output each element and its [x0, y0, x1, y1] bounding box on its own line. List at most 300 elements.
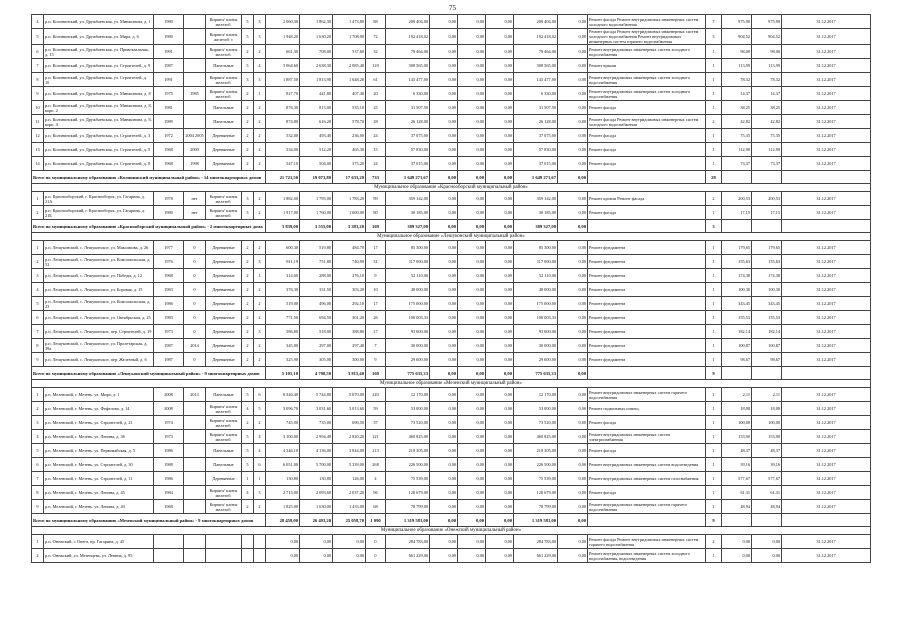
row-number: 1 — [32, 535, 44, 549]
work-types: Ремонт внутридомовых инженерных систем водоотведения — [588, 458, 706, 472]
row-number: 4 — [32, 15, 44, 29]
total-area: 600,30 — [266, 241, 300, 255]
total-blank-1 — [722, 367, 752, 380]
year-built: 1976 — [154, 255, 184, 269]
cost-federal: 0,00 — [430, 430, 458, 444]
year-last-repair — [184, 59, 206, 73]
house-address: р.п. Колпнинский, ул. Дружбаевская, ул. Минжинова, д. 8 — [44, 87, 154, 101]
cost-other: 0,00 — [558, 325, 588, 339]
residential-area: 537,60 — [333, 45, 366, 59]
floors-count: 2 — [242, 325, 254, 339]
cost-local: 0,00 — [486, 311, 514, 325]
cost-total: 284 783,00 — [386, 535, 430, 549]
cost-owners-sum: 389 327,00 — [514, 220, 558, 233]
cost-local: 0,00 — [486, 129, 514, 143]
cost-regional: 0,00 — [458, 129, 486, 143]
residents-sum: 733 — [366, 171, 386, 184]
cost-other: 0,00 — [558, 472, 588, 486]
work-types: Ремонт фундамента — [588, 269, 706, 283]
work-count: 1 — [706, 241, 722, 255]
residents-count: 31 — [366, 255, 386, 269]
wall-material: Кирпич/ плиты железоб. — [206, 206, 242, 220]
house-address: р.п. Мезенский, г. Мезень, ул. Строителей, д. 21 — [44, 416, 154, 430]
table-row — [32, 311, 871, 325]
total-label: Всего по муниципальному образованию «Лешуконский муниципальный район» - 9 многоквартирных домов — [32, 367, 266, 380]
cost-owners: 175 000,00 — [514, 297, 558, 311]
completion-date: 31.12.2017 — [782, 388, 871, 402]
cost-other: 0,00 — [558, 500, 588, 514]
house-address: р.п. Краснооборский, г. Краснооборск, ул. Гагарина, д. 21Б — [44, 206, 154, 220]
completion-date: 31.12.2017 — [782, 297, 871, 311]
cost-local-sum: 0,00 — [486, 171, 514, 184]
residential-area-sum: 3 815,40 — [333, 367, 366, 380]
section-title: Муниципальное образование «Краснооборский муниципальный район» — [32, 184, 871, 192]
cost-regional-sum: 0,00 — [458, 171, 486, 184]
work-count: 1 — [706, 444, 722, 458]
cost-other: 0,00 — [558, 143, 588, 157]
row-number: 5 — [32, 29, 44, 45]
table-row — [32, 59, 871, 73]
house-address: р.п. Лешуконский, с. Лешуконское, ул. Октябрьская, д. 25 — [44, 311, 154, 325]
cost-local: 0,00 — [486, 535, 514, 549]
house-address: р.п. Мезенский, г. Мезень, ул. Ленина, д. 45 — [44, 486, 154, 500]
cost-total: 75 539,00 — [386, 472, 430, 486]
unit-cost-limit: 98,00 — [752, 45, 782, 59]
cost-local-sum: 0,00 — [486, 220, 514, 233]
unit-cost-limit: 78,32 — [752, 73, 782, 87]
cost-total: 31 507,50 — [386, 101, 430, 115]
wall-material: Деревянные — [206, 339, 242, 353]
wall-material: Кирпич/ плиты железоб. — [206, 192, 242, 206]
year-last-repair — [184, 430, 206, 444]
floors-count: 5 — [242, 15, 254, 29]
unit-cost-limit: 182,14 — [752, 325, 782, 339]
cost-regional: 0,00 — [458, 59, 486, 73]
cost-local: 0,00 — [486, 269, 514, 283]
floors-count: 2 — [242, 297, 254, 311]
residents-count: 0 — [366, 549, 386, 563]
unit-cost: 0,00 — [722, 549, 752, 563]
total-area: 827,70 — [266, 87, 300, 101]
completion-date: 31.12.2017 — [782, 535, 871, 549]
row-number: 1 — [32, 241, 44, 255]
row-number: 2 — [32, 549, 44, 563]
cost-local: 0,00 — [486, 59, 514, 73]
floors-count: 5 — [242, 444, 254, 458]
table-row — [32, 87, 871, 101]
wall-material: Панельные — [206, 388, 242, 402]
year-last-repair: 0 — [184, 255, 206, 269]
cost-owners: 661 229,00 — [514, 549, 558, 563]
unit-cost: 100,00 — [722, 416, 752, 430]
entrances-count: 2 — [254, 157, 266, 171]
total-area: 661,30 — [266, 45, 300, 59]
year-built: 1977 — [154, 241, 184, 255]
total-area: 2 060,30 — [266, 15, 300, 29]
house-address: р.п. Краснооборский, г. Краснооборск, ул. Гагарина, д. 21А — [44, 192, 154, 206]
year-last-repair — [184, 416, 206, 430]
cost-local: 0,00 — [486, 143, 514, 157]
cost-federal: 0,00 — [430, 549, 458, 563]
premises-area: 331,50 — [300, 283, 333, 297]
entrances-count: 2 — [254, 192, 266, 206]
floors-count: 5 — [242, 430, 254, 444]
year-built: 1987 — [154, 339, 184, 353]
year-last-repair: 0 — [184, 241, 206, 255]
premises-area: 496,00 — [300, 297, 333, 311]
unit-cost: 904,52 — [722, 29, 752, 45]
work-types: Ремонт фасада Ремонт внутридомовых инженерных систем горячего водоснабжения — [588, 535, 706, 549]
residential-area: 1 600,00 — [333, 206, 366, 220]
wall-material: Кирпич/ плиты железоб. — [206, 430, 242, 444]
year-last-repair — [184, 101, 206, 115]
house-address: р.п. Мезенский, г. Мезень, ул. Первомайская, д. 5 — [44, 444, 154, 458]
work-types: Ремонт фундамента — [588, 353, 706, 367]
table-row — [32, 129, 871, 143]
residential-area: 300,00 — [333, 353, 366, 367]
entrances-count: 2 — [254, 283, 266, 297]
total-blank-2 — [752, 220, 782, 233]
work-types: Ремонт внутридомовых инженерных систем холодного водоснабжения, водоотведения — [588, 549, 706, 563]
work-count: 2 — [706, 115, 722, 129]
total-area: 519,00 — [266, 297, 300, 311]
unit-cost-limit: 17,15 — [752, 206, 782, 220]
cost-local: 0,00 — [486, 45, 514, 59]
year-last-repair: 0 — [184, 353, 206, 367]
cost-federal-sum: 0,00 — [430, 171, 458, 184]
year-built: 1980 — [154, 206, 184, 220]
year-built: 1974 — [154, 416, 184, 430]
entrances-count: 1 — [254, 472, 266, 486]
unit-cost: 112,90 — [722, 143, 752, 157]
work-types: Ремонт внутридомовых инженерных систем холодного водоснабжения — [588, 87, 706, 101]
unit-cost-limit: 113,99 — [752, 59, 782, 73]
cost-federal: 0,00 — [430, 15, 458, 29]
unit-cost: 200,53 — [722, 192, 752, 206]
floors-count: 5 — [242, 388, 254, 402]
wall-material: Панельные — [206, 444, 242, 458]
total-work-blank — [588, 367, 706, 380]
year-built: 1988 — [154, 458, 184, 472]
cost-local: 0,00 — [486, 255, 514, 269]
premises-area: 519,80 — [300, 241, 333, 255]
total-area-sum: 28 458,00 — [266, 514, 300, 527]
total-blank-3 — [782, 171, 871, 184]
residents-count: 17 — [366, 297, 386, 311]
cost-owners: 284 783,00 — [514, 535, 558, 549]
cost-total: 40 000,00 — [386, 283, 430, 297]
unit-cost-limit: 18,08 — [752, 402, 782, 416]
premises-area: 5 744,80 — [300, 388, 333, 402]
cost-other: 0,00 — [558, 416, 588, 430]
cost-other: 0,00 — [558, 87, 588, 101]
total-area: 771,50 — [266, 311, 300, 325]
residential-area: 0,00 — [333, 535, 366, 549]
residents-count: 0 — [366, 535, 386, 549]
cost-other-sum: 0,00 — [558, 514, 588, 527]
cost-total: 52 110,00 — [386, 269, 430, 283]
premises-area: 1 813,90 — [300, 73, 333, 87]
work-count-sum: 3 — [706, 220, 722, 233]
entrances-count: 1 — [254, 87, 266, 101]
floors-count: 2 — [242, 87, 254, 101]
cost-owners: 117 000,00 — [514, 255, 558, 269]
completion-date: 31.12.2017 — [782, 241, 871, 255]
work-count: 1 — [706, 87, 722, 101]
work-types: Ремонт фундамента — [588, 339, 706, 353]
completion-date: 31.12.2017 — [782, 430, 871, 444]
residential-area: 1 783,20 — [333, 192, 366, 206]
wall-material: Кирпич/ плиты железоб. — [206, 87, 242, 101]
unit-cost: 0,00 — [722, 535, 752, 549]
cost-federal: 0,00 — [430, 45, 458, 59]
floors-count: 2 — [242, 241, 254, 255]
cost-owners: 6 330,00 — [514, 87, 558, 101]
residential-area-sum: 17 633,20 — [333, 171, 366, 184]
cost-owners: 37 075,00 — [514, 129, 558, 143]
house-address: р.п. Мезенский, г. Мезень, ул. Фефелова, д. 14 — [44, 402, 154, 416]
cost-other: 0,00 — [558, 157, 588, 171]
cost-owners: 57 830,00 — [514, 143, 558, 157]
cost-federal: 0,00 — [430, 59, 458, 73]
cost-local: 0,00 — [486, 486, 514, 500]
completion-date: 31.12.2017 — [782, 45, 871, 59]
work-types: Ремонт фундамента — [588, 297, 706, 311]
table-row — [32, 388, 871, 402]
cost-total: 37 075,00 — [386, 129, 430, 143]
cost-federal: 0,00 — [430, 297, 458, 311]
year-built: 1987 — [154, 59, 184, 73]
wall-material: Панельные — [206, 115, 242, 129]
year-last-repair: 0 — [184, 311, 206, 325]
cost-other: 0,00 — [558, 269, 588, 283]
cost-owners: 30 000,00 — [514, 339, 558, 353]
cost-other: 0,00 — [558, 535, 588, 549]
cost-owners-sum: 1 319 581,00 — [514, 514, 558, 527]
cost-regional: 0,00 — [458, 192, 486, 206]
year-built: 1987 — [154, 353, 184, 367]
cost-federal: 0,00 — [430, 500, 458, 514]
cost-local: 0,00 — [486, 157, 514, 171]
total-area: 6 346,40 — [266, 388, 300, 402]
entrances-count: 5 — [254, 402, 266, 416]
cost-total: 37 015,00 — [386, 157, 430, 171]
total-area: 6 051,00 — [266, 458, 300, 472]
cost-federal: 0,00 — [430, 206, 458, 220]
cost-federal-sum: 0,00 — [430, 220, 458, 233]
cost-regional: 0,00 — [458, 115, 486, 129]
work-count: 1 — [706, 129, 722, 143]
entrances-count: 6 — [254, 458, 266, 472]
cost-federal: 0,00 — [430, 416, 458, 430]
cost-other: 0,00 — [558, 129, 588, 143]
work-types: Ремонт фасада — [588, 206, 706, 220]
residents-count: 220 — [366, 388, 386, 402]
unit-cost-limit: 975,90 — [752, 15, 782, 29]
house-address: р.п. Колпнинский, ул. Дружбаевская, ул. Привокзальная, д. 15 — [44, 45, 154, 59]
residential-area: 465,30 — [333, 143, 366, 157]
floors-count: 2 — [242, 157, 254, 171]
cost-owners: 40 000,00 — [514, 283, 558, 297]
total-blank-1 — [722, 514, 752, 527]
year-built: 1981 — [154, 101, 184, 115]
year-built: 1983 — [154, 311, 184, 325]
unit-cost-limit: 2,11 — [752, 388, 782, 402]
total-area-sum: 21 721,50 — [266, 171, 300, 184]
residents-count: 96 — [366, 486, 386, 500]
cost-total: 208 404,00 — [386, 15, 430, 29]
work-types: Ремонт фасада — [588, 157, 706, 171]
floors-count: 2 — [242, 45, 254, 59]
residential-area: 5 670,00 — [333, 388, 366, 402]
cost-other: 0,00 — [558, 430, 588, 444]
table-row — [32, 157, 871, 171]
floors-count: 4 — [242, 486, 254, 500]
cost-other: 0,00 — [558, 402, 588, 416]
completion-date: 31.12.2017 — [782, 353, 871, 367]
completion-date: 31.12.2017 — [782, 444, 871, 458]
completion-date: 31.12.2017 — [782, 192, 871, 206]
floors-count: 2 — [242, 129, 254, 143]
work-count: 1 — [706, 339, 722, 353]
premises-area: 2 638,30 — [300, 59, 333, 73]
cost-local: 0,00 — [486, 339, 514, 353]
cost-regional: 0,00 — [458, 283, 486, 297]
year-built: 1980 — [154, 15, 184, 29]
cost-federal: 0,00 — [430, 444, 458, 458]
cost-federal: 0,00 — [430, 402, 458, 416]
total-blank-2 — [752, 171, 782, 184]
table-row — [32, 325, 871, 339]
work-types: Ремонт внутридомовых инженерных систем холодного водоснабжения — [588, 73, 706, 87]
cost-regional: 0,00 — [458, 388, 486, 402]
wall-material: Кирпич/ плиты железоб. — [206, 486, 242, 500]
cost-federal: 0,00 — [430, 255, 458, 269]
cost-local: 0,00 — [486, 430, 514, 444]
residents-count: 68 — [366, 500, 386, 514]
work-types: Ремонт фасада — [588, 101, 706, 115]
completion-date: 31.12.2017 — [782, 500, 871, 514]
cost-federal: 0,00 — [430, 73, 458, 87]
house-address: р.п. Лешуконский, с. Лешуконское, пер. Строителей, д. 19 — [44, 325, 154, 339]
cost-regional: 0,00 — [458, 353, 486, 367]
total-blank-1 — [722, 171, 752, 184]
premises-area: 1 760,00 — [300, 206, 333, 220]
entrances-count — [254, 549, 266, 563]
table-row — [32, 535, 871, 549]
cost-owners-sum: 775 635,33 — [514, 367, 558, 380]
entrances-count: 2 — [254, 101, 266, 115]
completion-date: 31.12.2017 — [782, 549, 871, 563]
work-count: 1 — [706, 549, 722, 563]
premises-area: 493,40 — [300, 129, 333, 143]
residents-count: 24 — [366, 129, 386, 143]
residential-area: 301,20 — [333, 311, 366, 325]
cost-total: 117 000,00 — [386, 255, 430, 269]
section-total-row — [32, 514, 871, 527]
completion-date: 31.12.2017 — [782, 157, 871, 171]
completion-date: 31.12.2017 — [782, 402, 871, 416]
unit-cost: 38,25 — [722, 101, 752, 115]
cost-total: 210 305,00 — [386, 444, 430, 458]
cost-owners: 210 305,00 — [514, 444, 558, 458]
year-last-repair — [184, 45, 206, 59]
row-number: 3 — [32, 416, 44, 430]
entrances-count: 4 — [254, 59, 266, 73]
year-built: 1986 — [154, 472, 184, 486]
cost-federal: 0,00 — [430, 388, 458, 402]
premises-area: 2 994,40 — [300, 430, 333, 444]
total-blank-2 — [752, 367, 782, 380]
table-row — [32, 143, 871, 157]
cost-federal: 0,00 — [430, 486, 458, 500]
work-types: Ремонт фасада Ремонт внутридомовых инженерных систем холодного водоснабжения — [588, 15, 706, 29]
work-count: 1 — [706, 297, 722, 311]
cost-other-sum: 0,00 — [558, 171, 588, 184]
cost-owners: 93 600,00 — [514, 325, 558, 339]
work-count-sum: 9 — [706, 514, 722, 527]
premises-area: 518,00 — [300, 325, 333, 339]
unit-cost: 75,35 — [722, 129, 752, 143]
premises-area-sum: 3 555,00 — [300, 220, 333, 233]
cost-local: 0,00 — [486, 115, 514, 129]
row-number: 1 — [32, 388, 44, 402]
floors-count — [242, 549, 254, 563]
cost-local: 0,00 — [486, 73, 514, 87]
year-built: 1983 — [154, 283, 184, 297]
house-address: р.п. Лешуконский, с. Лешуконское, ул. Пролетарская, д. 39а — [44, 339, 154, 353]
completion-date: 31.12.2017 — [782, 339, 871, 353]
total-area: 1 948,20 — [266, 29, 300, 45]
total-area: 2 715,00 — [266, 486, 300, 500]
residential-area: 1 648,20 — [333, 73, 366, 87]
house-address: р.п. Колпнинский, ул. Дружбаевская, ул. Минжинова, д. 8, корп. 2 — [45, 102, 152, 113]
residential-area: 276,10 — [333, 269, 366, 283]
completion-date: 31.12.2017 — [782, 87, 871, 101]
work-types: Ремонт внутридомовых инженерных систем электроснабжения — [588, 430, 706, 444]
floors-count: 2 — [242, 416, 254, 430]
completion-date: 31.12.2017 — [782, 73, 871, 87]
residents-count: 37 — [366, 416, 386, 430]
total-area: 1 887,50 — [266, 73, 300, 87]
premises-area: 735,00 — [300, 416, 333, 430]
year-last-repair — [184, 15, 206, 29]
wall-material: Деревянные — [206, 311, 242, 325]
unit-cost: 975,90 — [722, 15, 752, 29]
row-number: 5 — [32, 444, 44, 458]
cost-federal-sum: 0,00 — [430, 514, 458, 527]
floors-count: 5 — [242, 59, 254, 73]
unit-cost: 174,38 — [722, 269, 752, 283]
residents-count: 7 — [366, 339, 386, 353]
residents-count: 25 — [366, 101, 386, 115]
cost-total: 226 500,00 — [386, 458, 430, 472]
year-last-repair — [184, 73, 206, 87]
entrances-count: 2 — [254, 143, 266, 157]
row-number: 9 — [32, 87, 44, 101]
cost-owners: 52 110,00 — [514, 269, 558, 283]
unit-cost-limit: 0,00 — [752, 535, 782, 549]
work-types: Ремонт фасада Ремонт внутридомовых инженерных систем холодного водоснабжения — [588, 115, 706, 129]
floors-count: 2 — [242, 143, 254, 157]
residential-area: 236,00 — [333, 129, 366, 143]
table-row — [32, 402, 871, 416]
floors-count: 2 — [242, 283, 254, 297]
total-label: Всего по муниципальному образованию «Краснооборский муниципальный район» - 2 многоквартирных дома — [32, 220, 266, 233]
cost-other: 0,00 — [558, 241, 588, 255]
total-work-blank — [588, 514, 706, 527]
premises-area: 0,00 — [300, 535, 333, 549]
